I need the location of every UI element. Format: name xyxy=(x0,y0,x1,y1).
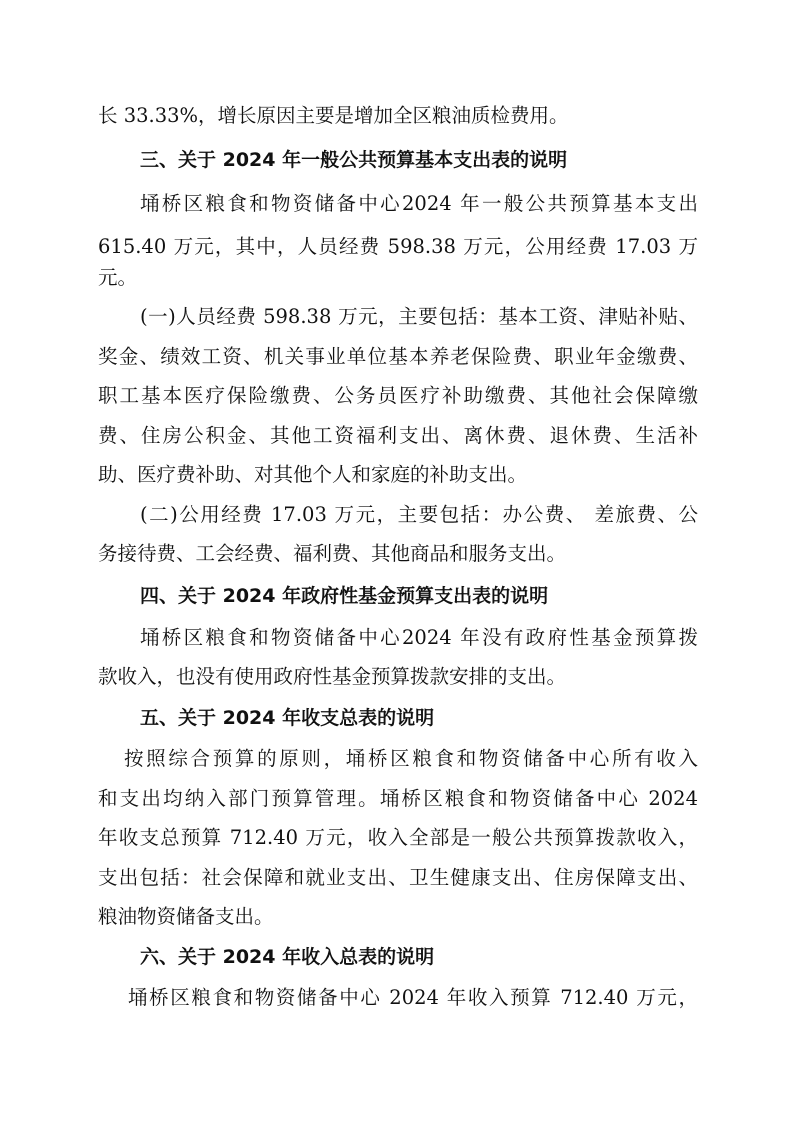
paragraph-line: 助、医疗费补助、对其他个人和家庭的补助支出。 xyxy=(98,463,528,486)
paragraph-line: 支出包括：社会保障和就业支出、卫生健康支出、住房保障支出、 xyxy=(98,866,698,889)
paragraph-line: 和支出均纳入部门预算管理。埇桥区粮食和物资储备中心 2024 xyxy=(98,787,698,810)
paragraph-line: 职工基本医疗保险缴费、公务员医疗补助缴费、其他社会保障缴 xyxy=(98,384,698,407)
section-heading-6: 六、关于 2024 年收入总表的说明 xyxy=(140,946,435,968)
paragraph-line: 款收入，也没有使用政府性基金预算拨款安排的支出。 xyxy=(98,665,567,688)
paragraph-line: 长 33.33%，增长原因主要是增加全区粮油质检费用。 xyxy=(98,104,569,127)
paragraph-line: 615.40 万元，其中，人员经费 598.38 万元，公用经费 17.03 万 xyxy=(98,235,698,258)
paragraph-line: 费、住房公积金、其他工资福利支出、离休费、退休费、生活补 xyxy=(98,424,698,447)
paragraph-line: 按照综合预算的原则，埇桥区粮食和物资储备中心所有收入 xyxy=(124,747,698,770)
paragraph-line: 埇桥区粮食和物资储备中心 2024 年收入预算 712.40 万元， xyxy=(128,986,698,1009)
paragraph-line: (一)人员经费 598.38 万元，主要包括：基本工资、津贴补贴、 xyxy=(140,305,698,328)
paragraph-line: 年收支总预算 712.40 万元，收入全部是一般公共预算拨款收入， xyxy=(98,826,698,849)
paragraph-line: 元。 xyxy=(98,266,138,289)
paragraph-line: 埇桥区粮食和物资储备中心2024 年没有政府性基金预算拨 xyxy=(140,626,698,649)
paragraph-line: 粮油物资储备支出。 xyxy=(98,905,274,928)
section-heading-5: 五、关于 2024 年收支总表的说明 xyxy=(140,707,435,729)
section-heading-4: 四、关于 2024 年政府性基金预算支出表的说明 xyxy=(140,585,549,607)
paragraph-line: 务接待费、工会经费、福利费、其他商品和服务支出。 xyxy=(98,542,567,565)
paragraph-line: 奖金、绩效工资、机关事业单位基本养老保险费、职业年金缴费、 xyxy=(98,345,698,368)
section-heading-3: 三、关于 2024 年一般公共预算基本支出表的说明 xyxy=(140,149,568,171)
paragraph-line: (二)公用经费 17.03 万元，主要包括：办公费、 差旅费、公 xyxy=(140,503,698,526)
paragraph-line: 埇桥区粮食和物资储备中心2024 年一般公共预算基本支出 xyxy=(140,192,698,215)
